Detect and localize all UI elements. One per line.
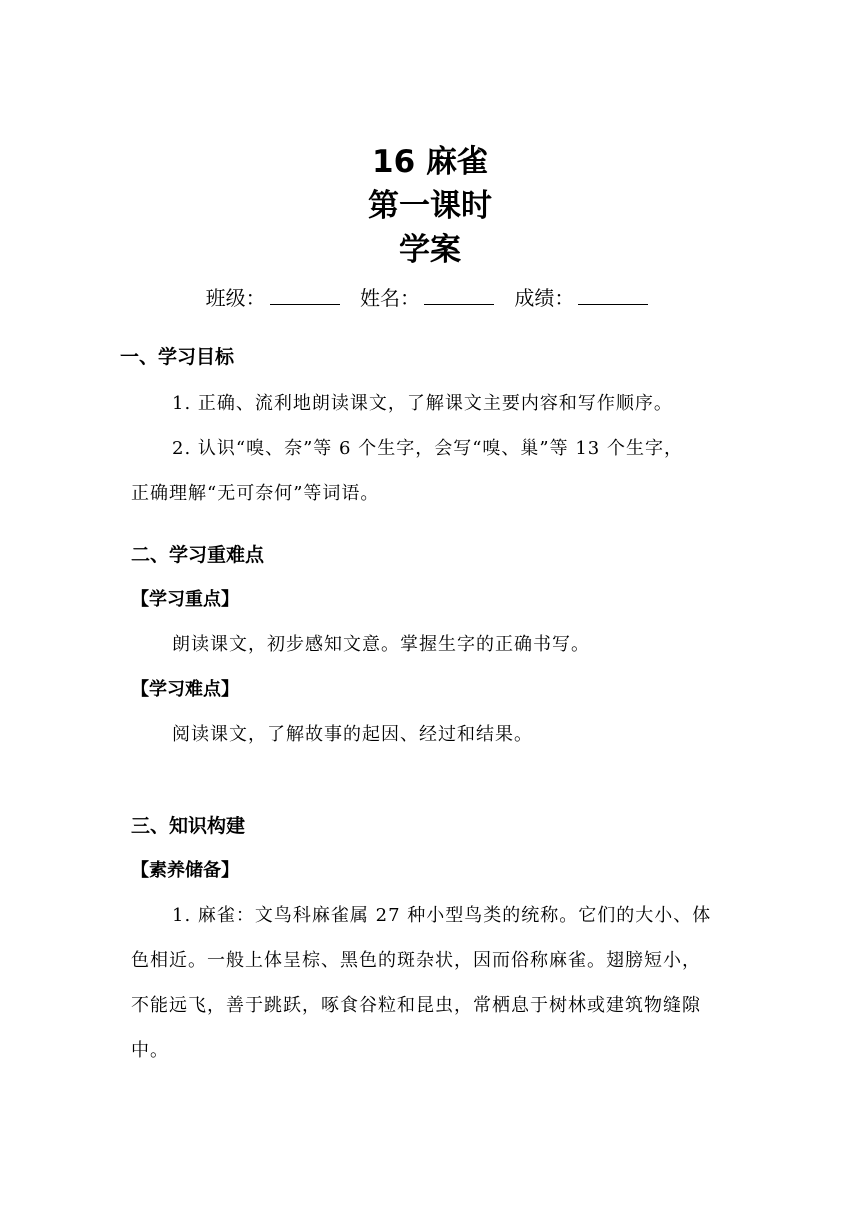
reserve-paragraph-line-1: 1. 麻雀：文鸟科麻雀属 27 种小型鸟类的统称。它们的大小、体 — [172, 905, 712, 926]
goal-item-2-line-2: 正确理解“无可奈何”等词语。 — [131, 483, 380, 504]
focus-label: 【学习重点】 — [131, 589, 239, 610]
doc-type-title: 学案 — [399, 232, 461, 268]
lesson-period: 第一课时 — [368, 188, 492, 224]
lesson-title: 16 麻雀 — [372, 144, 488, 180]
goal-item-2-line-1: 2. 认识“嗅、奈”等 6 个生字，会写“嗅、巢”等 13 个生字， — [172, 438, 683, 459]
name-blank[interactable] — [424, 284, 494, 305]
goal-item-1: 1. 正确、流利地朗读课文，了解课文主要内容和写作顺序。 — [172, 393, 673, 414]
difficulty-text: 阅读课文，了解故事的起因、经过和结果。 — [172, 724, 533, 745]
score-label: 成绩： — [514, 286, 575, 310]
reserve-paragraph-line-4: 中。 — [131, 1040, 169, 1061]
reserve-paragraph-line-3: 不能远飞，善于跳跃，啄食谷粒和昆虫，常栖息于树林或建筑物缝隙 — [131, 995, 701, 1016]
section-heading-key-points: 二、学习重难点 — [131, 544, 265, 566]
section-heading-goals: 一、学习目标 — [120, 346, 235, 368]
reserve-label: 【素养储备】 — [131, 860, 239, 881]
student-info-row — [0, 284, 860, 312]
class-label: 班级： — [205, 286, 266, 310]
reserve-paragraph-line-2: 色相近。一般上体呈棕、黑色的斑杂状，因而俗称麻雀。翅膀短小， — [131, 950, 701, 971]
difficulty-label: 【学习难点】 — [131, 679, 239, 700]
name-label: 姓名： — [360, 286, 420, 310]
section-heading-knowledge: 三、知识构建 — [131, 815, 246, 837]
score-blank[interactable] — [578, 284, 648, 305]
class-blank[interactable] — [270, 284, 340, 305]
focus-text: 朗读课文，初步感知文意。掌握生字的正确书写。 — [172, 634, 590, 655]
